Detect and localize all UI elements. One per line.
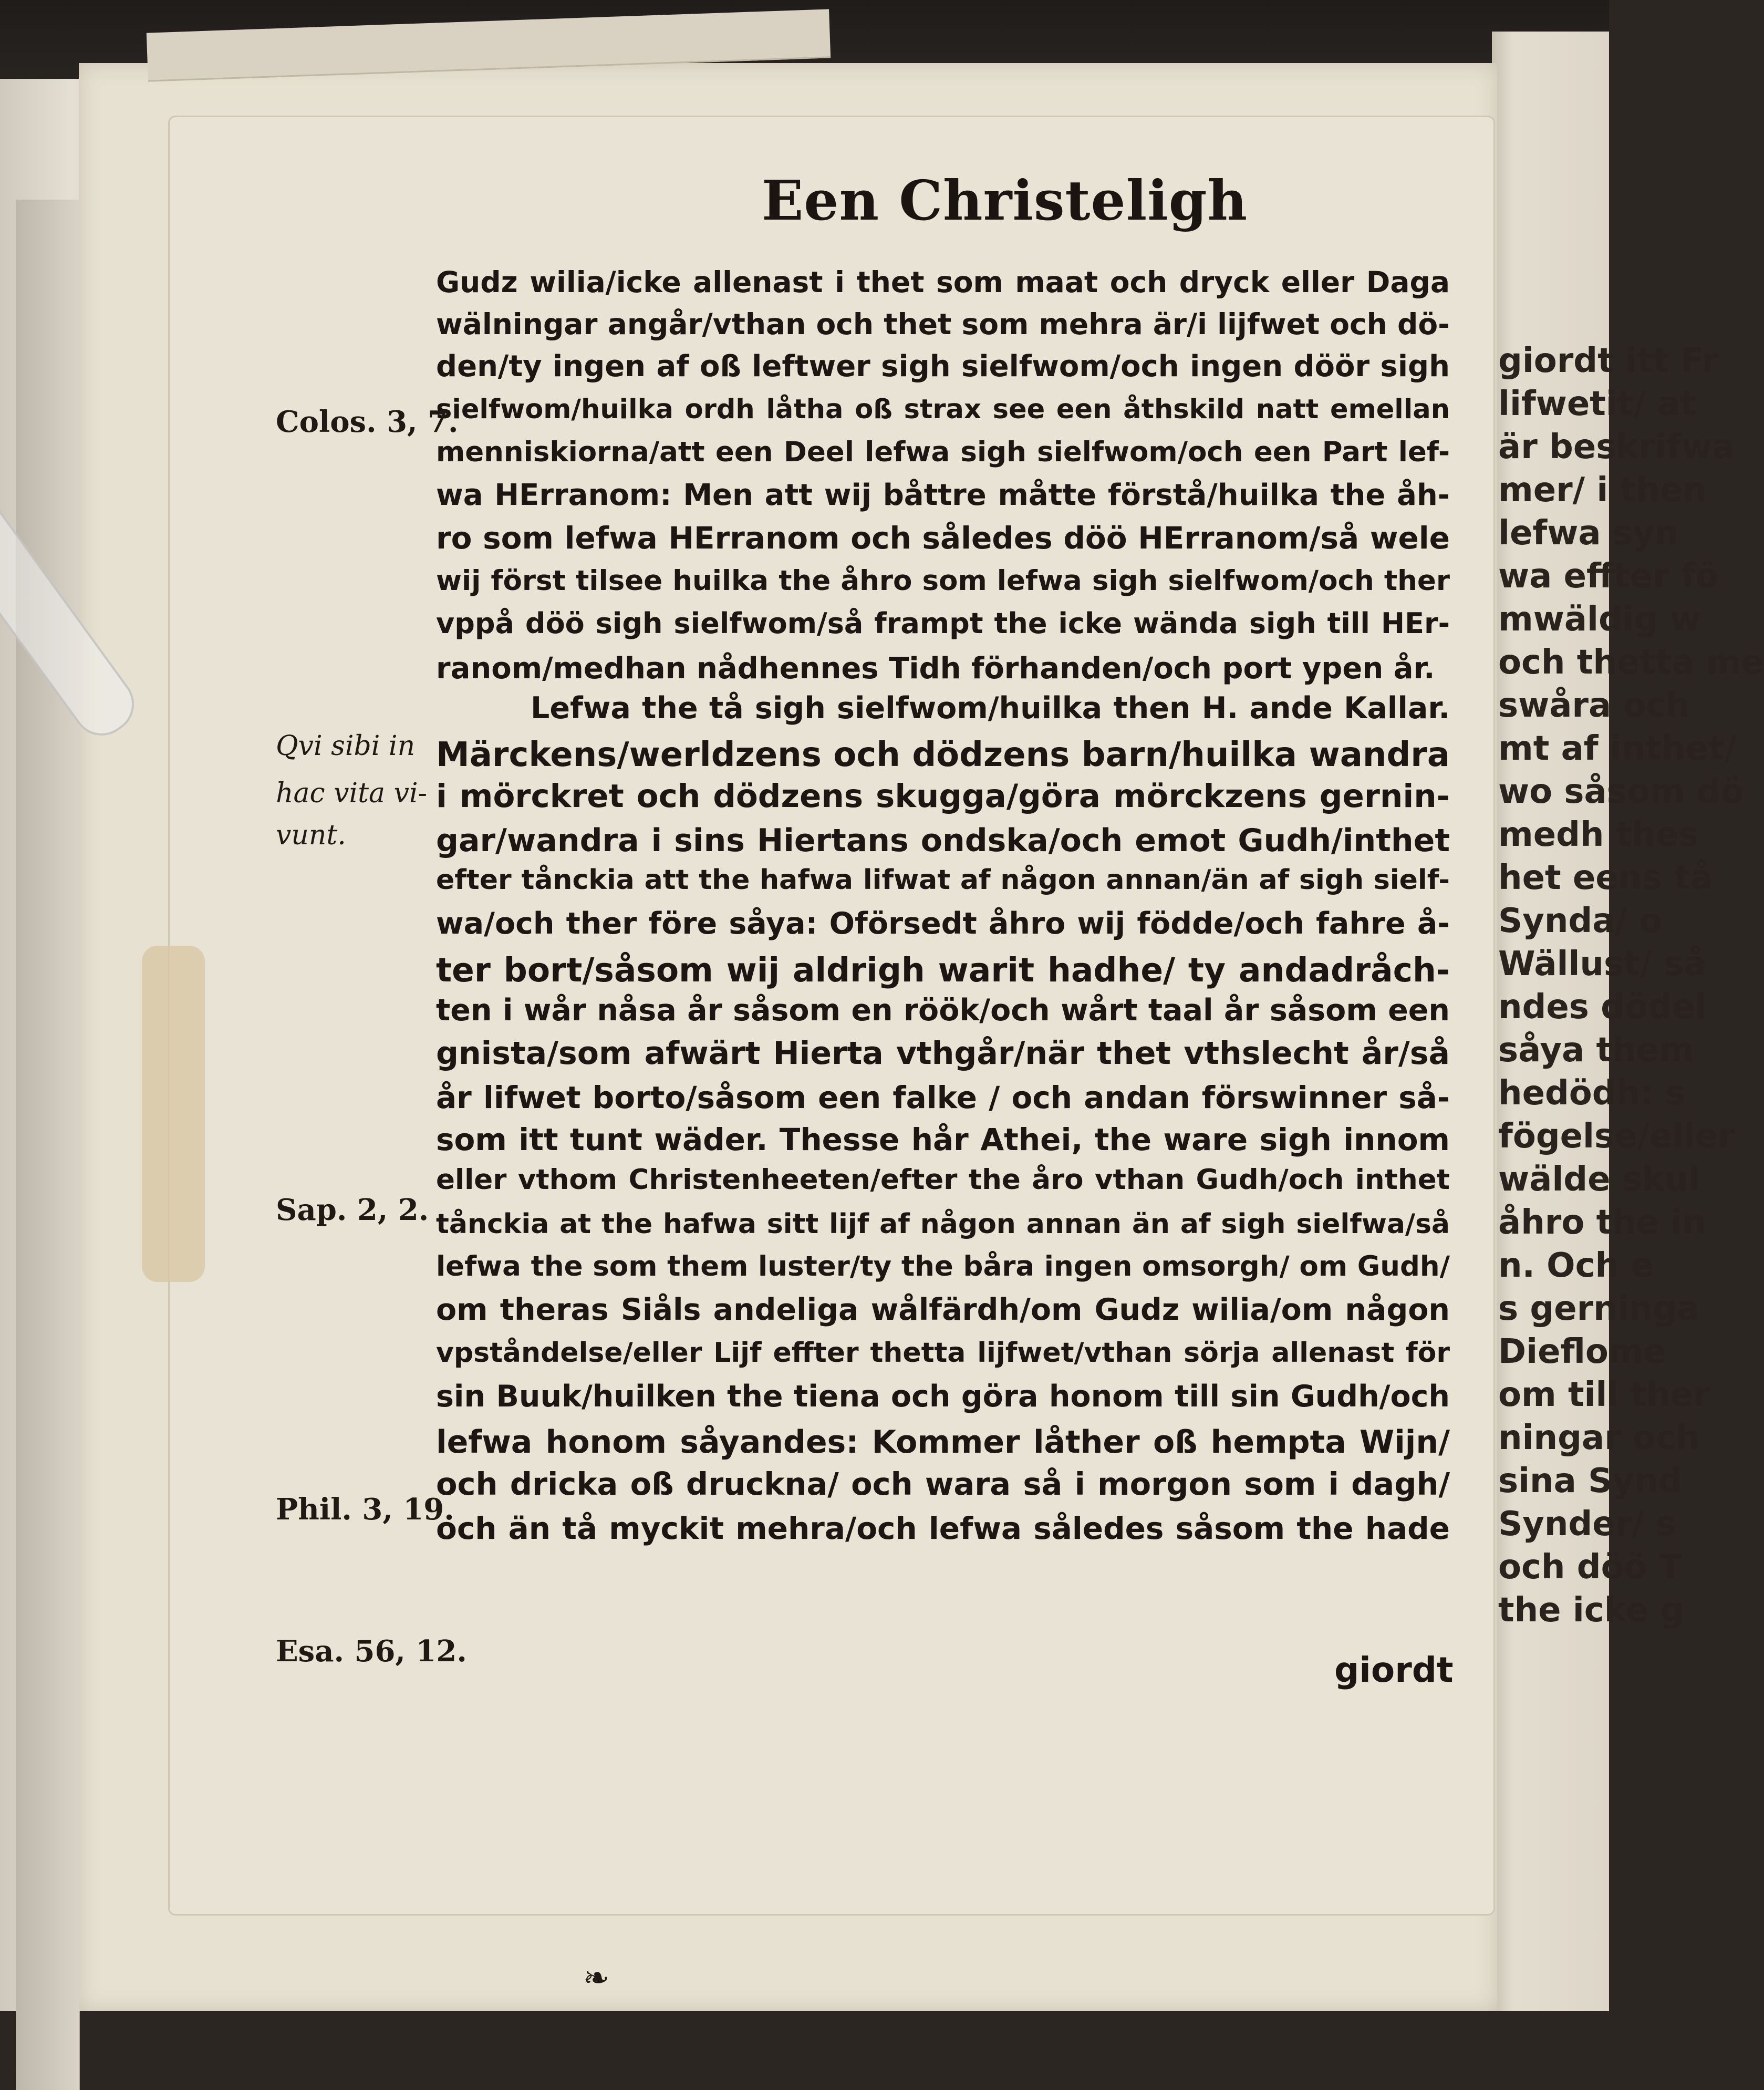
next-page-text-line: swåra och	[1498, 686, 1690, 725]
catchword: giordt	[1334, 1650, 1454, 1690]
next-page-text-line: n. Och e	[1498, 1246, 1654, 1285]
left-page-binding	[16, 200, 80, 2090]
text-line: och dricka oß druckna/ och wara så i morgon som i dagh/	[436, 1466, 1450, 1502]
next-page-text-line: medh thes	[1498, 815, 1699, 854]
text-line: ranom/medhan nådhennes Tidh förhanden/och port ypen år.	[436, 651, 1435, 686]
text-line: wa/och ther före såya: Oförsedt åhro wij födde/och fahre å-	[436, 906, 1450, 941]
text-line: gar/wandra i sins Hiertans ondska/och emot Gudh/inthet	[436, 822, 1450, 859]
text-line: vpståndelse/eller Lijf effter thetta lijfwet/vthan sörja allenast för	[436, 1337, 1450, 1369]
next-page-text-line: Wällust/ så	[1498, 945, 1707, 984]
next-page-text-line: är beskrifwa	[1498, 428, 1735, 467]
text-line: i mörckret och dödzens skugga/göra mörckzens gernin-	[436, 778, 1450, 815]
next-page-text-line: hedödh: s	[1498, 1074, 1686, 1113]
marginal-note-esa: Esa. 56, 12.	[276, 1634, 467, 1669]
text-line: menniskiorna/att een Deel lefwa sigh sielfwom/och een Part lef-	[436, 436, 1450, 468]
text-line: wij först tilsee huilka the åhro som lefwa sigh sielfwom/och ther	[436, 565, 1450, 597]
next-page-text-line: och döö T	[1498, 1548, 1682, 1587]
text-line: sin Buuk/huilken the tiena och göra honom till sin Gudh/och	[436, 1379, 1450, 1414]
marginal-note-qvi-line3: vunt.	[276, 820, 346, 851]
next-page-text-line: lefwa syn	[1498, 514, 1679, 553]
next-page-text-line: ndes dödel	[1498, 988, 1707, 1027]
next-page-text-line: mt af inthet/	[1498, 729, 1737, 768]
next-page-text-line: mwäldig w	[1498, 600, 1701, 639]
marginal-note-phil: Phil. 3, 19.	[276, 1492, 454, 1527]
next-page-text-line: åhro the in	[1498, 1203, 1706, 1242]
text-line: och än tå myckit mehra/och lefwa således såsom the hade	[436, 1510, 1450, 1546]
next-page-text-line: wa effter fö	[1498, 557, 1719, 596]
text-line: ro som lefwa HErranom och således döö HErranom/så wele	[436, 520, 1450, 556]
text-line: vppå döö sigh sielfwom/så frampt the icke wända sigh till HEr-	[436, 607, 1450, 640]
next-page-text-line: sina Synd	[1498, 1462, 1683, 1501]
next-page-text-line: wo såsom dö	[1498, 772, 1744, 811]
text-line: Märckens/werldzens och dödzens barn/huilka wandra	[436, 736, 1450, 774]
next-page-text-line: mer/ i then	[1498, 471, 1707, 510]
text-line: wa HErranom: Men att wij båttre måtte förstå/huilka the åh-	[436, 478, 1450, 512]
next-page-text-line: om till ther	[1498, 1375, 1710, 1414]
text-line: sielfwom/huilka ordh låtha oß strax see een åthskild natt emellan	[436, 394, 1450, 425]
next-page-text-line: fögelse/eller	[1498, 1117, 1735, 1156]
next-page-text-line: het eens tå	[1498, 858, 1713, 897]
running-head: Een Christeligh	[762, 168, 1248, 233]
text-line: om theras Siåls andeliga wålfärdh/om Gudz wilia/om någon	[436, 1292, 1450, 1327]
text-line: efter tånckia att the hafwa lifwat af någon annan/än af sigh sielf-	[436, 864, 1450, 896]
text-line: ter bort/såsom wij aldrigh warit hadhe/ ty andadråch-	[436, 951, 1450, 989]
next-page-text-line: ningar och	[1498, 1419, 1700, 1457]
text-line: wälningar angår/vthan och thet som mehra är/i lijfwet och dö-	[436, 307, 1450, 341]
text-line: lefwa the som them luster/ty the båra ingen omsorgh/ om Gudh/	[436, 1250, 1450, 1282]
text-line: eller vthom Christenheeten/efter the åro vthan Gudh/och inthet	[436, 1164, 1450, 1196]
next-page-text-line: giordt itt Fr	[1498, 342, 1718, 380]
text-line: år lifwet borto/såsom een falke / och andan förswinner så-	[436, 1080, 1450, 1115]
next-page-text-line: såya them	[1498, 1031, 1694, 1070]
text-line: tånckia at the hafwa sitt lijf af någon annan än af sigh sielfwa/så	[436, 1208, 1450, 1240]
marginal-note-sap: Sap. 2, 2.	[276, 1193, 429, 1227]
text-line: lefwa honom såyandes: Kommer låther oß hempta Wijn/	[436, 1424, 1450, 1461]
text-line: Gudz wilia/icke allenast i thet som maat och dryck eller Daga	[436, 265, 1450, 299]
marginal-note-qvi-line1: Qvi sibi in	[276, 730, 416, 762]
text-line: ten i wår nåsa år såsom en röök/och wårt taal år såsom een	[436, 993, 1450, 1028]
next-page-text-line: the icke g	[1498, 1591, 1685, 1630]
next-page-edge	[1492, 32, 1764, 2011]
text-line: gnista/som afwärt Hierta vthgår/när thet vthslecht år/så	[436, 1035, 1450, 1072]
next-page-text-line: Synder/ s	[1498, 1505, 1676, 1544]
next-page-text-line: lifwetit/ at	[1498, 385, 1696, 423]
marginal-note-colos: Colos. 3, 7.	[276, 405, 459, 439]
text-line: som itt tunt wäder. Thesse hår Athei, the ware sigh innom	[436, 1122, 1450, 1157]
next-page-text-line: och thetta me	[1498, 643, 1764, 682]
text-line: Lefwa the tå sigh sielfwom/huilka then H. ande Kallar.	[531, 691, 1450, 726]
next-page-text-line: Dieflome	[1498, 1332, 1666, 1371]
marginal-note-qvi-line2: hac vita vi-	[276, 778, 428, 809]
next-page-text-line: Synda/ o	[1498, 902, 1662, 940]
text-line: den/ty ingen af oß leftwer sigh sielfwom/och ingen döör sigh	[436, 349, 1450, 384]
page-ornament-mark: ❧	[583, 1960, 610, 1996]
paper-stain	[142, 946, 205, 1282]
next-page-text-line: s gerninga	[1498, 1289, 1700, 1328]
next-page-text-line: wälde skul	[1498, 1160, 1700, 1199]
